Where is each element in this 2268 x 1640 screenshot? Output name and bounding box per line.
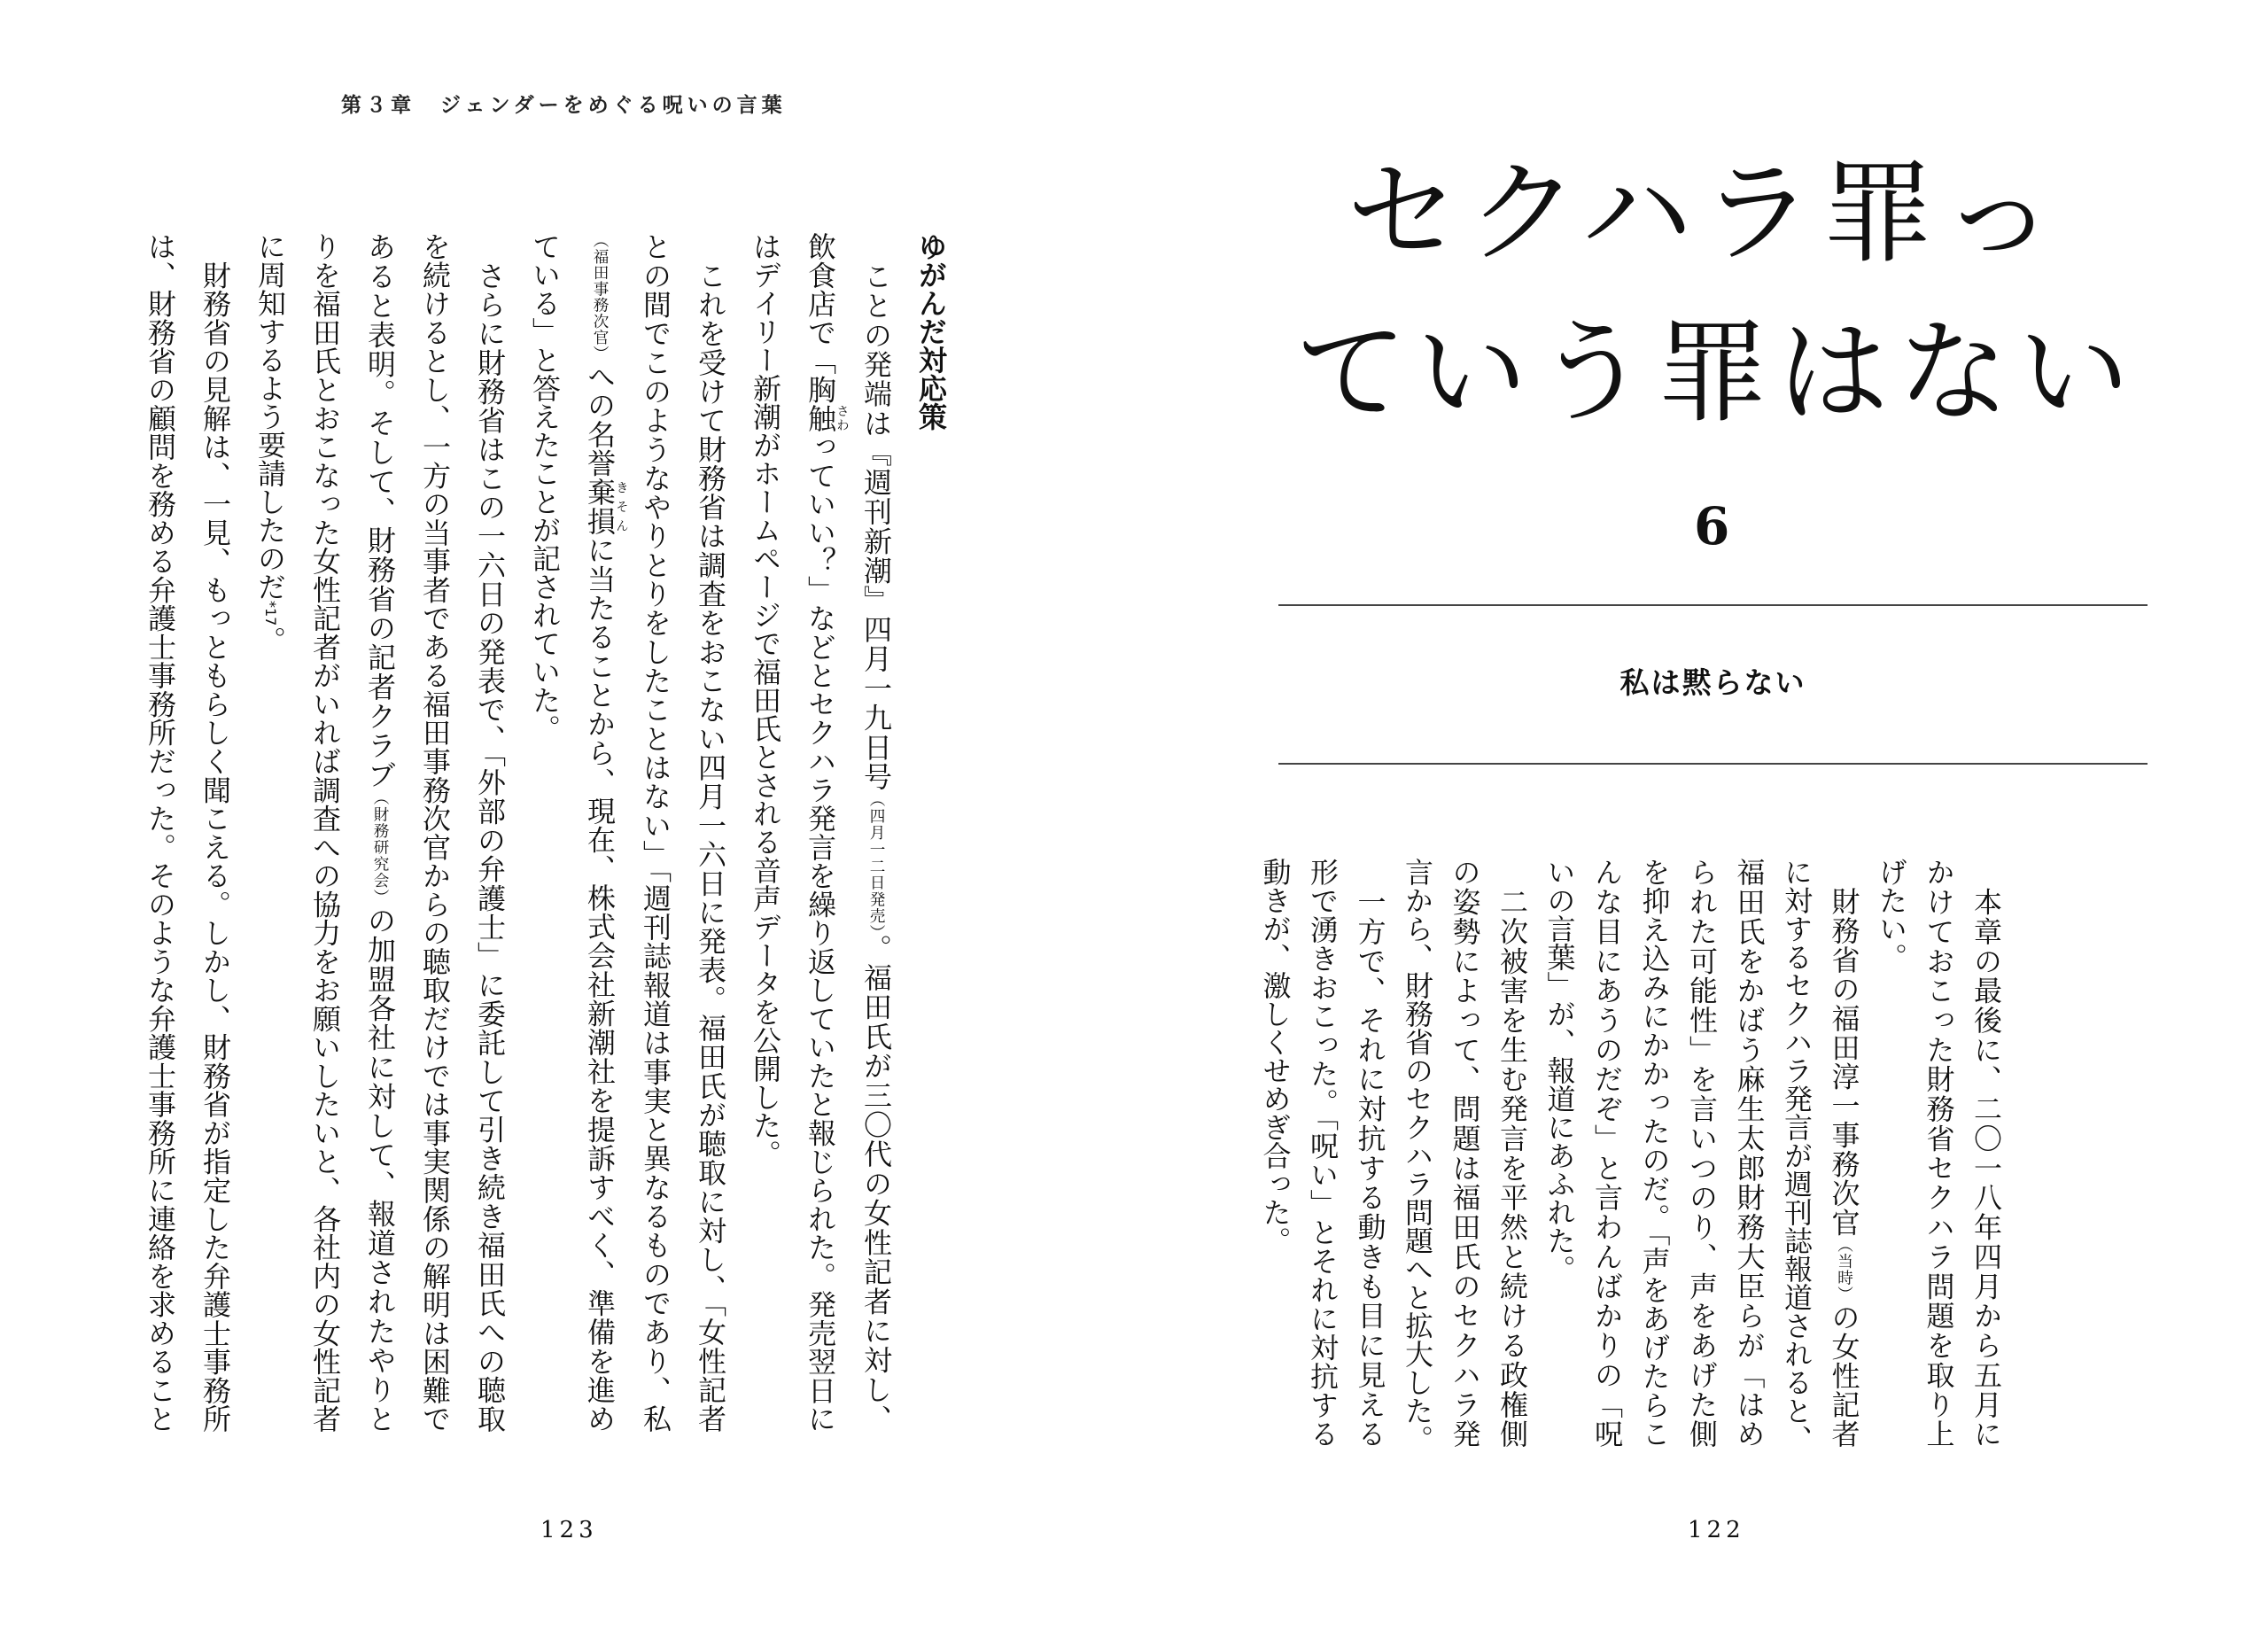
right-page-body	[1251, 858, 2009, 1453]
text-run: に当たることから、現在、株式会社新潮社を提訴すべく、準備を進め	[583, 535, 617, 1434]
text-line	[517, 232, 572, 1433]
text-line	[1915, 858, 1962, 1448]
text-line	[1441, 858, 1488, 1448]
text-run: られた可能性」を言いつのり、声をあげた側	[1685, 858, 1719, 1448]
text-run: はデイリー新潮がホームページで福田氏とされる音声データを公開した。	[749, 232, 782, 1168]
text-run: ている」と答えたことが記されていた。	[528, 232, 562, 742]
text-line	[188, 232, 243, 1433]
text-run: 二次被害を生む発言を平然と続ける政権側	[1495, 858, 1529, 1448]
text-line	[1868, 858, 1915, 1448]
text-run: に周知するよう要請したのだ	[253, 232, 287, 601]
text-run: 動きが、激しくせめぎ合った。	[1258, 858, 1293, 1255]
text-line	[462, 232, 517, 1433]
text-line	[572, 232, 628, 1433]
text-run: との間でこのようなやりとりをしたことはない」「週刊誌報道は事実と異なるものであり、私	[639, 232, 672, 1433]
page-number-right: 122	[1688, 1517, 1745, 1543]
text-run: への名誉	[583, 361, 617, 478]
text-run: 。	[253, 626, 287, 655]
section-number: 6	[1694, 496, 1730, 556]
text-run: いの言葉」が、報道にあふれた。	[1542, 858, 1577, 1283]
text-run: 福田氏をかばう麻生太郎財務大臣らが「はめ	[1732, 858, 1767, 1448]
text-line	[1535, 858, 1583, 1448]
ruby-text	[583, 478, 628, 536]
text-line	[738, 232, 793, 1433]
text-line	[1488, 858, 1536, 1448]
running-head: 第３章 ジェンダーをめぐる呪いの言葉	[341, 94, 787, 117]
text-run: さらに財務省はこの一六日の発表で、「外部の弁護士」に委託して引き続き福田氏への聴取	[473, 232, 507, 1434]
text-line	[1583, 858, 1631, 1448]
text-run: ことの発端は『週刊新潮』四月一九日号	[859, 232, 893, 792]
section-title-line-2: ていう罪はない	[1295, 307, 2139, 438]
text-line	[353, 232, 408, 1433]
inline-note: （四月一二日発売）	[867, 791, 885, 934]
text-run: んな目にあうのだぞ」と言わんばかりの「呪	[1590, 858, 1624, 1448]
text-run: 飲食店で「胸	[804, 232, 837, 404]
inline-note: （財務研究会）	[371, 789, 389, 906]
footnote-ref: *17	[262, 601, 279, 626]
text-line	[1346, 858, 1394, 1448]
inline-note: （福田事務次官）	[591, 232, 609, 362]
ruby-reading: きそん	[614, 478, 628, 535]
text-run: かけておこった財務省セクハラ問題を取り上	[1922, 858, 1956, 1448]
text-line	[849, 232, 904, 1433]
text-run: あると表明。そして、財務省の記者クラブ	[363, 232, 397, 790]
text-run: 。福田氏が三〇代の女性記者に対し、	[859, 933, 893, 1434]
text-run: の加盟各社に対して、報道されたやりと	[363, 905, 397, 1434]
text-run: 財務省の福田淳一事務次官	[1827, 858, 1861, 1238]
text-run: の姿勢によって、問題は福田氏のセクハラ発	[1448, 858, 1482, 1448]
text-run: 一方で、それに対抗する動きも目に見える	[1353, 858, 1387, 1448]
ruby-base: 触	[804, 403, 837, 432]
text-line	[298, 232, 353, 1433]
text-run: の女性記者	[1827, 1302, 1861, 1449]
divider-top	[1278, 604, 2148, 606]
text-run: これを受けて財務省は調査をおこない四月一六日に発表。福田氏が聴取に対し、「女性記者	[694, 232, 727, 1434]
text-run: りを福田氏とおこなった女性記者がいれば調査への協力をお願いしたいと、各社内の女性記者	[308, 232, 342, 1433]
left-page-body	[133, 232, 959, 1433]
text-line	[1773, 858, 1821, 1453]
text-line	[793, 232, 849, 1433]
text-line	[133, 232, 188, 1433]
inline-note: （当時）	[1835, 1237, 1853, 1303]
text-line	[1299, 858, 1347, 1448]
text-line	[1394, 858, 1441, 1453]
text-line	[1678, 858, 1726, 1448]
section-title-line-1: セクハラ罪っ	[1347, 148, 2063, 278]
ruby-reading: さわ	[835, 403, 849, 432]
text-line	[683, 232, 738, 1433]
ruby-base: 棄損	[583, 478, 617, 536]
text-line	[1630, 858, 1678, 1448]
text-run: っていい？」などとセクハラ発言を繰り返していたと報じられた。発売翌日に	[804, 431, 837, 1434]
text-line	[243, 232, 298, 1433]
ruby-text	[804, 403, 849, 432]
text-line	[408, 232, 462, 1433]
page-number-left: 123	[540, 1517, 598, 1543]
text-line	[1962, 858, 2010, 1448]
text-run: 形で湧きおこった。「呪い」とそれに対抗する	[1306, 858, 1340, 1448]
text-line	[628, 232, 683, 1433]
text-run: 財務省の見解は、一見、もっともらしく聞こえる。しかし、財務省が指定した弁護士事務所	[198, 232, 232, 1434]
text-run: は、財務省の顧問を務める弁護士事務所だった。そのような弁護士事務所に連絡を求めること	[144, 232, 177, 1434]
text-run: げたい。	[1875, 858, 1908, 971]
text-line	[1820, 858, 1868, 1448]
divider-bottom	[1278, 763, 2148, 765]
text-run: を続けるとし、一方の当事者である福田事務次官からの聴取だけでは事実関係の解明は困難で	[418, 232, 452, 1434]
text-line	[1251, 858, 1299, 1448]
subheading: 私は黙らない	[1619, 665, 1806, 700]
text-run: 本章の最後に、二〇一八年四月から五月に	[1969, 858, 2003, 1448]
text-line	[1725, 858, 1773, 1448]
text-run: 言から、財務省のセクハラ問題へと拡大した。	[1401, 858, 1434, 1453]
section-heading: ゆがんだ対応策	[914, 232, 948, 431]
text-run: に対するセクハラ発言が週刊誌報道されると、	[1780, 858, 1814, 1453]
text-run: を抑え込みにかかったのだ。「声をあげたらこ	[1637, 858, 1672, 1448]
